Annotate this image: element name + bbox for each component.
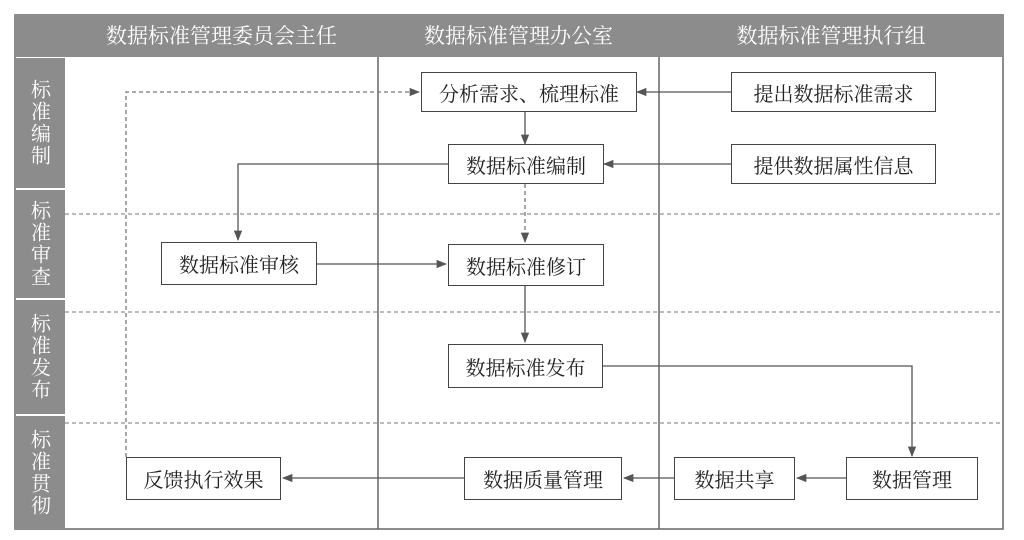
node-review-standards: 数据标准审核 [161, 242, 317, 285]
node-data-management: 数据管理 [846, 457, 978, 500]
node-revise-standards: 数据标准修订 [448, 244, 604, 286]
node-data-sharing: 数据共享 [674, 457, 795, 500]
row-header-label: 标准贯彻 [27, 428, 52, 517]
row-header-implement [15, 416, 65, 529]
row-header-label: 标准编制 [27, 79, 52, 167]
corner-header [15, 15, 65, 57]
arrow-publish-to-manage [603, 366, 912, 456]
node-analyze-requirements: 分析需求、梳理标准 [421, 72, 637, 112]
column-header-standards-office: 数据标准管理办公室 [378, 15, 659, 57]
node-data-quality: 数据质量管理 [464, 457, 622, 500]
row-header-label: 标准发布 [27, 313, 52, 401]
column-header-execution-group: 数据标准管理执行组 [659, 15, 1003, 57]
node-provide-attributes: 提供数据属性信息 [731, 144, 936, 184]
row-header-compile [15, 58, 65, 188]
node-compile-standards: 数据标准编制 [448, 144, 604, 184]
arrow-compile-to-review [238, 164, 448, 240]
row-header-review [15, 190, 65, 298]
column-header-committee-director: 数据标准管理委员会主任 [65, 15, 378, 57]
node-publish-standards: 数据标准发布 [448, 344, 603, 388]
node-propose-requirements: 提出数据标准需求 [731, 72, 936, 112]
row-header-label: 标准审查 [27, 200, 52, 288]
node-feedback-results: 反馈执行效果 [126, 457, 281, 500]
row-header-publish [15, 300, 65, 414]
